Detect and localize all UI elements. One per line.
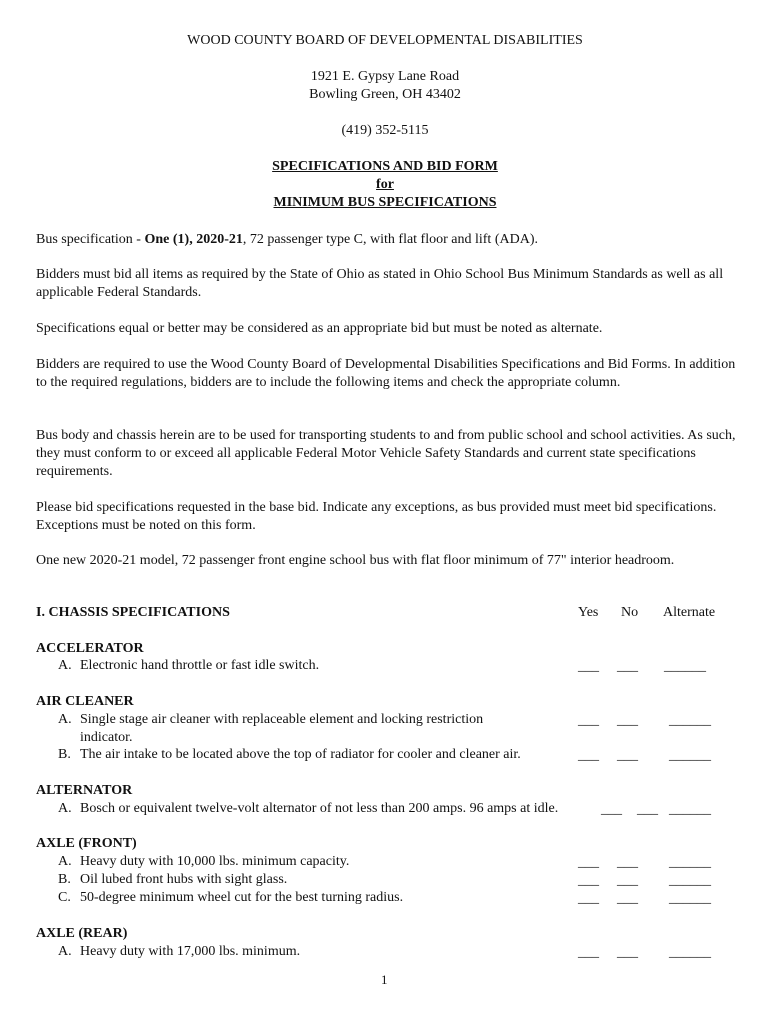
organization-name: WOOD COUNTY BOARD OF DEVELOPMENTAL DISABILITIES (187, 33, 583, 48)
axle-front-a-yes-blank[interactable]: ___ (578, 855, 599, 870)
axle-front-b-no-blank[interactable]: ___ (617, 873, 638, 888)
air-cleaner-item-b: B. The air intake to be located above the top of radiator for cooler and cleaner air. (58, 747, 521, 762)
axle-rear-a-alternate-blank[interactable]: ______ (669, 945, 711, 960)
group-heading-accelerator: ACCELERATOR (36, 641, 144, 656)
bus-spec-suffix: , 72 passenger type C, with flat floor and lift (ADA). (242, 232, 538, 247)
air-cleaner-a-alternate-blank[interactable]: ______ (669, 713, 711, 728)
alternator-a-alternate-blank[interactable]: ______ (669, 802, 711, 817)
alternator-a-yes-blank[interactable]: ___ (601, 802, 622, 817)
column-header-alternate: Alternate (663, 605, 716, 620)
document-title-line-2: for (376, 177, 394, 192)
axle-front-item-a: A. Heavy duty with 10,000 lbs. minimum capacity. (58, 854, 350, 869)
accelerator-a-no-blank[interactable]: ___ (617, 659, 638, 674)
column-header-no: No (621, 605, 639, 620)
axle-front-b-alternate-blank[interactable]: ______ (669, 873, 711, 888)
bid-forms-paragraph: Bidders are required to use the Wood County Board of Developmental Disabilities Specifications and Bid Forms. In addition to the required regulations, bidders are to include the following items and check the appropriate column. (36, 357, 736, 390)
axle-front-item-b: B. Oil lubed front hubs with sight glass. (58, 872, 288, 887)
alternator-item-a: A. Bosch or equivalent twelve-volt alternator of not less than 200 amps. 96 amps at idle. (58, 801, 559, 816)
axle-front-c-no-blank[interactable]: ___ (617, 891, 638, 906)
column-header-yes: Yes (578, 605, 599, 620)
axle-front-item-c: C. 50-degree minimum wheel cut for the best turning radius. (58, 890, 404, 905)
bus-spec-prefix: Bus specification - (36, 232, 145, 247)
document-title-line-3: MINIMUM BUS SPECIFICATIONS (273, 195, 497, 210)
exceptions-paragraph: Please bid specifications requested in the base bid. Indicate any exceptions, as bus provided must meet bid specifications. Exceptions must be noted on this form. (36, 500, 717, 533)
air-cleaner-a-yes-blank[interactable]: ___ (578, 713, 599, 728)
address-line-1: 1921 E. Gypsy Lane Road (310, 69, 460, 84)
phone-number: (419) 352-5115 (341, 123, 429, 138)
group-heading-axle-rear: AXLE (REAR) (36, 926, 128, 941)
section-title: . CHASSIS SPECIFICATIONS (41, 605, 230, 620)
air-cleaner-b-yes-blank[interactable]: ___ (578, 748, 599, 763)
group-heading-air-cleaner: AIR CLEANER (36, 694, 134, 709)
bus-specification-paragraph (36, 231, 736, 249)
bus-model-paragraph: One new 2020-21 model, 72 passenger front engine school bus with flat floor minimum of 77" interior headroom. (36, 553, 675, 568)
page-number: 1 (381, 972, 388, 987)
group-heading-alternator: ALTERNATOR (36, 783, 133, 798)
air-cleaner-item-a-continuation: indicator. (80, 730, 133, 745)
address-line-2: Bowling Green, OH 43402 (309, 87, 461, 102)
section-number: I (36, 605, 42, 620)
alternator-a-no-blank[interactable]: ___ (637, 802, 658, 817)
accelerator-a-yes-blank[interactable]: ___ (578, 659, 599, 674)
section-heading (36, 605, 230, 621)
axle-rear-a-yes-blank[interactable]: ___ (578, 945, 599, 960)
axle-rear-a-no-blank[interactable]: ___ (617, 945, 638, 960)
bidders-standards-paragraph: Bidders must bid all items as required by the State of Ohio as stated in Ohio School Bus Minimum Standards as well as all applicable Federal Standards. (36, 267, 724, 300)
air-cleaner-a-no-blank[interactable]: ___ (617, 713, 638, 728)
accelerator-item-a: A. Electronic hand throttle or fast idle switch. (58, 658, 320, 673)
air-cleaner-b-alternate-blank[interactable]: ______ (669, 748, 711, 763)
federal-standards-paragraph: Bus body and chassis herein are to be used for transporting students to and from public school and school activities. As such, they must conform to or exceed all applicable Federal Motor Vehicle Safety Standards and current state specifications requirements. (36, 428, 736, 479)
accelerator-a-alternate-blank[interactable]: ______ (664, 659, 706, 674)
axle-front-a-no-blank[interactable]: ___ (617, 855, 638, 870)
air-cleaner-item-a: A. Single stage air cleaner with replaceable element and locking restriction (58, 712, 484, 727)
axle-front-b-yes-blank[interactable]: ___ (578, 873, 599, 888)
document-title-line-1: SPECIFICATIONS AND BID FORM (272, 159, 498, 174)
alternate-paragraph: Specifications equal or better may be considered as an appropriate bid but must be noted as alternate. (36, 321, 603, 336)
axle-rear-item-a: A. Heavy duty with 17,000 lbs. minimum. (58, 944, 301, 959)
axle-front-c-alternate-blank[interactable]: ______ (669, 891, 711, 906)
group-heading-axle-front: AXLE (FRONT) (36, 836, 137, 851)
bus-spec-bold: One (1), 2020-21 (144, 232, 243, 247)
axle-front-a-alternate-blank[interactable]: ______ (669, 855, 711, 870)
air-cleaner-b-no-blank[interactable]: ___ (617, 748, 638, 763)
axle-front-c-yes-blank[interactable]: ___ (578, 891, 599, 906)
